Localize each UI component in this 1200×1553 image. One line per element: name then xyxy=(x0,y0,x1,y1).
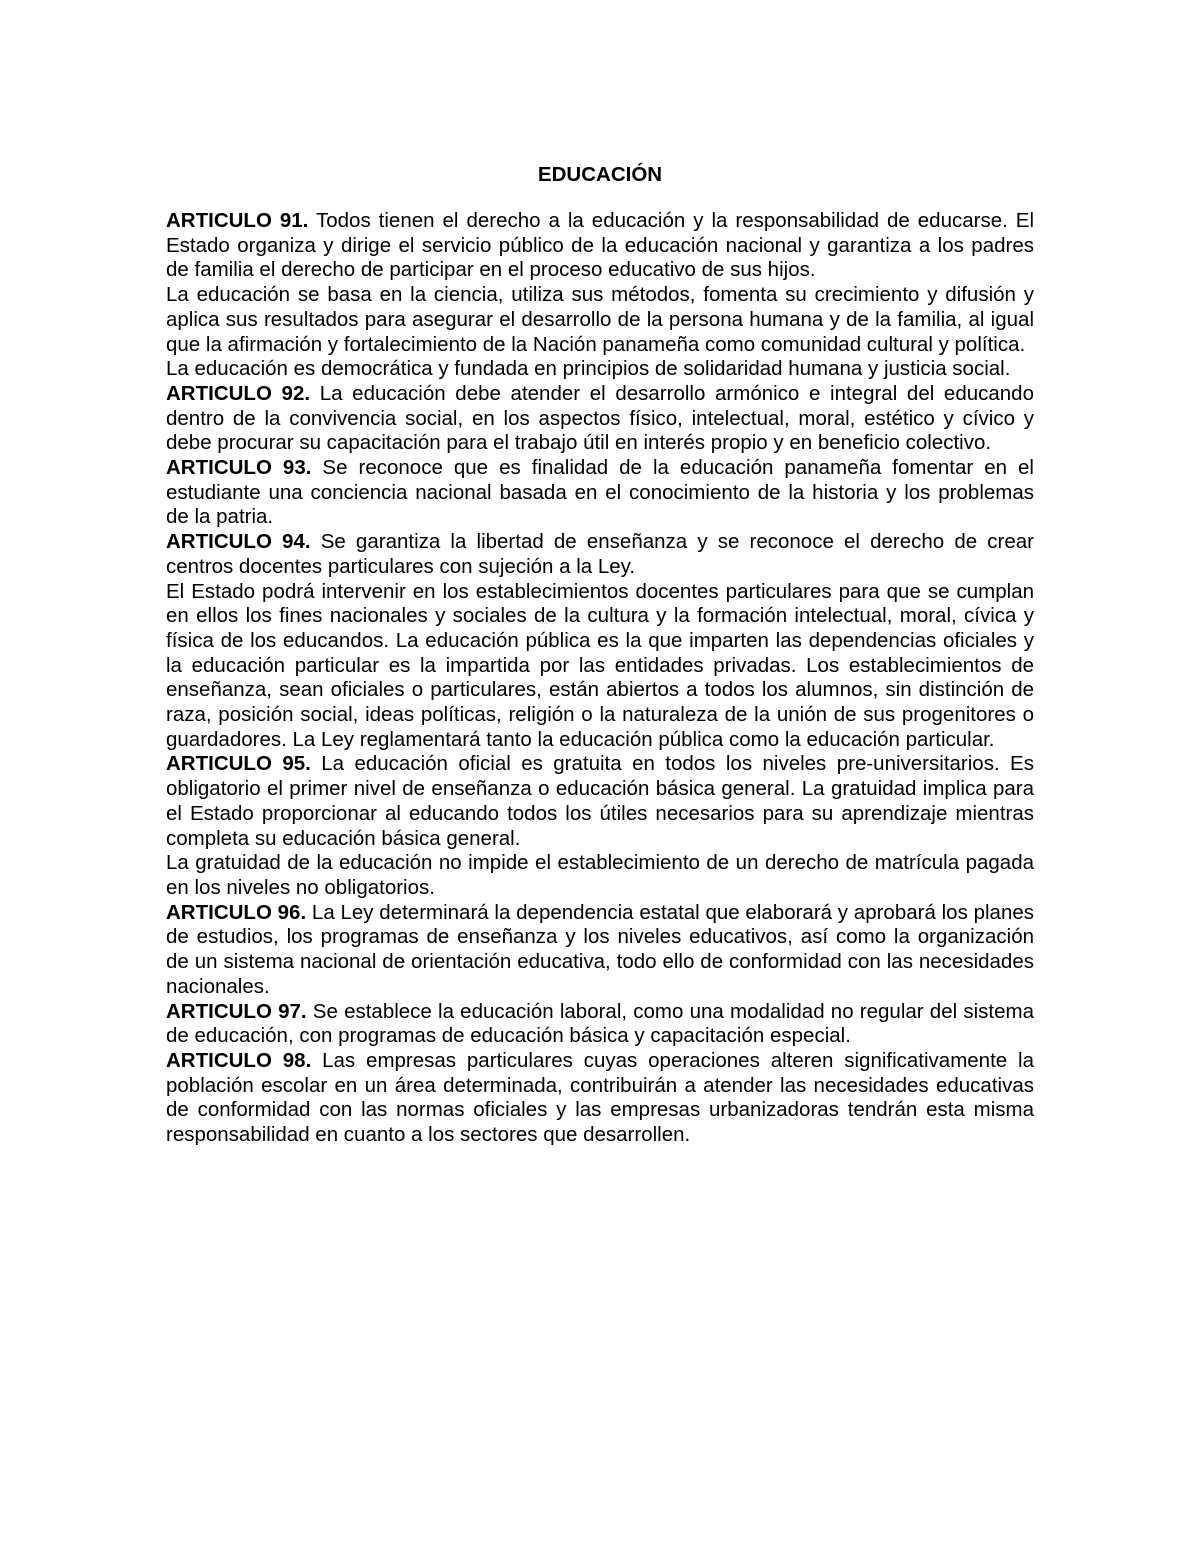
paragraph-articulo-94 xyxy=(166,530,1034,579)
paragraph-text: El Estado podrá intervenir en los establecimientos docentes particulares para que se cumplan en ellos los fines nacionales y sociales de la cultura y la formación intelectual, moral, cívica y física de los educandos. La educación pública es la que imparten las dependencias oficiales y la educación particular es la impartida por las entidades privadas. Los establecimientos de enseñanza, sean oficiales o particulares, están abiertos a todos los alumnos, sin distinción de raza, posición social, ideas políticas, religión o la naturaleza de la unión de sus progenitores o guardadores. La Ley reglamentará tanto la educación pública como la educación particular. xyxy=(166,579,1034,751)
article-heading: ARTICULO 96. xyxy=(166,900,307,924)
paragraph-text: La educación debe atender el desarrollo armónico e integral del educando dentro de la convivencia social, en los aspectos físico, intelectual, moral, estético y cívico y debe procurar su capacitación para el trabajo útil en interés propio y en beneficio colectivo. xyxy=(166,381,1034,455)
paragraph-articulo-96 xyxy=(166,901,1034,1000)
paragraph-text: Las empresas particulares cuyas operaciones alteren significativamente la población escolar en un área determinada, contribuirán a atender las necesidades educativas de conformidad con las normas oficiales y las empresas urbanizadoras tendrán esta misma responsabilidad en cuanto a los sectores que desarrollen. xyxy=(166,1048,1034,1147)
paragraph-text: La gratuidad de la educación no impide el establecimiento de un derecho de matrícula pagada en los niveles no obligatorios. xyxy=(166,851,1034,899)
article-heading: ARTICULO 98. xyxy=(166,1048,312,1072)
paragraph-articulo-95 xyxy=(166,752,1034,851)
article-heading: ARTICULO 95. xyxy=(166,752,311,776)
document-title: EDUCACIÓN xyxy=(537,163,663,186)
paragraph-articulo-91-ciencia xyxy=(166,283,1034,357)
paragraph-text: La educación se basa en la ciencia, utiliza sus métodos, fomenta su crecimiento y difusión y aplica sus resultados para asegurar el desarrollo de la persona humana y de la familia, al igual que la afirmación y fortalecimiento de la Nación panameña como comunidad cultural y política. xyxy=(166,283,1034,356)
paragraph-text: Se reconoce que es finalidad de la educación panameña fomentar en el estudiante una conciencia nacional basada en el conocimiento de la historia y los problemas de la patria. xyxy=(166,456,1034,529)
article-heading: ARTICULO 91. xyxy=(166,209,309,232)
paragraph-text: La Ley determinará la dependencia estatal que elaborará y aprobará los planes de estudios, los programas de enseñanza y los niveles educativos, así como la organización de un sistema nacional de orientación educativa, todo ello de conformidad con las necesidades nacionales. xyxy=(166,900,1034,998)
article-heading: ARTICULO 93. xyxy=(166,456,312,480)
paragraph-text: Todos tienen el derecho a la educación y la responsabilidad de educarse. El Estado organiza y dirige el servicio público de la educación nacional y garantiza a los padres de familia el derecho de participar en el proceso educativo de sus hijos. xyxy=(166,209,1034,282)
paragraph-text: La educación oficial es gratuita en todos los niveles pre-universitarios. Es obligatorio el primer nivel de enseñanza o educación básica general. La gratuidad implica para el Estado proporcionar al educando todos los útiles necesarios para su aprendizaje mientras completa su educación básica general. xyxy=(166,752,1034,850)
paragraph-articulo-94-estado xyxy=(166,580,1034,753)
paragraph-text: Se establece la educación laboral, como una modalidad no regular del sistema de educación, con programas de educación básica y capacitación especial. xyxy=(166,999,1034,1048)
paragraph-articulo-91-democratica xyxy=(166,357,1034,382)
article-heading: ARTICULO 94. xyxy=(166,530,311,554)
paragraph-articulo-91 xyxy=(166,209,1034,283)
paragraph-text: La educación es democrática y fundada en principios de solidaridad humana y justicia social. xyxy=(166,357,1011,381)
paragraph-articulo-95-gratuidad xyxy=(166,851,1034,900)
paragraph-articulo-92 xyxy=(166,382,1034,456)
document-body xyxy=(166,162,1034,1148)
paragraph-articulo-98 xyxy=(166,1049,1034,1148)
paragraph-articulo-97 xyxy=(166,1000,1034,1049)
article-heading: ARTICULO 97. xyxy=(166,999,307,1023)
paragraph-articulo-93 xyxy=(166,456,1034,530)
article-heading: ARTICULO 92. xyxy=(166,381,311,405)
paragraph-text: Se garantiza la libertad de enseñanza y se reconoce el derecho de crear centros docentes particulares con sujeción a la Ley. xyxy=(166,530,1034,578)
